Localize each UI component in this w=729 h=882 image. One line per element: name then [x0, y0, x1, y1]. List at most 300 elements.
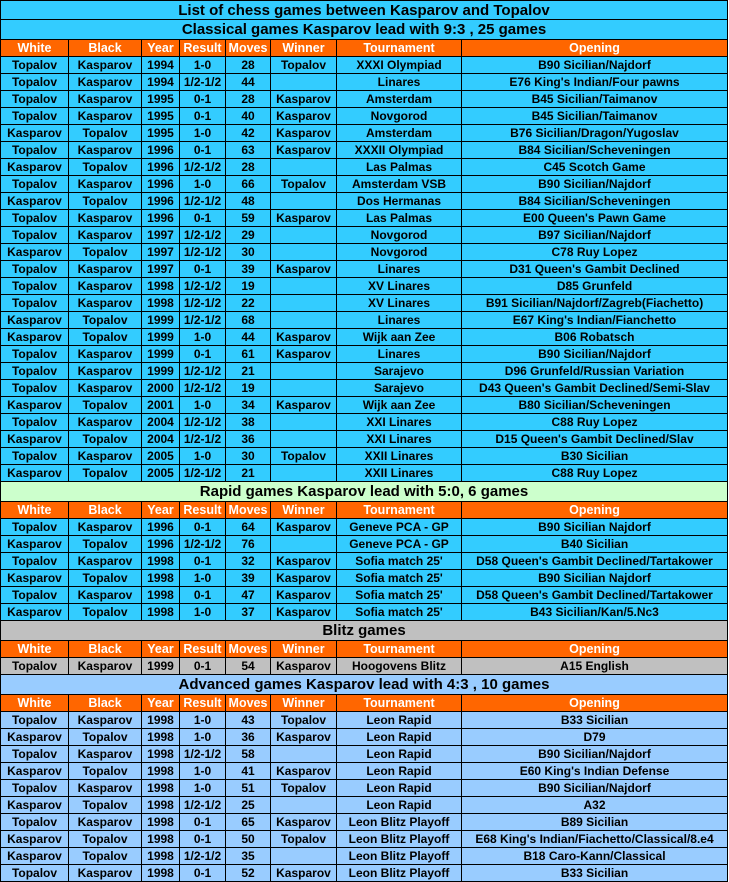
cell-black: Kasparov [69, 448, 142, 465]
cell-year: 2005 [142, 448, 180, 465]
cell-result: 1/2-1/2 [180, 159, 226, 176]
table-row [1, 91, 728, 108]
cell-year: 1998 [142, 278, 180, 295]
cell-black: Kasparov [69, 74, 142, 91]
cell-opening: B90 Sicilian/Najdorf [462, 176, 728, 193]
cell-year: 1998 [142, 865, 180, 882]
cell-white: Topalov [1, 363, 69, 380]
cell-tournament: Dos Hermanas [337, 193, 462, 210]
cell-opening: E60 King's Indian Defense [462, 763, 728, 780]
cell-winner: Kasparov [271, 519, 337, 536]
cell-black: Kasparov [69, 780, 142, 797]
cell-black: Kasparov [69, 553, 142, 570]
cell-winner [271, 746, 337, 763]
cell-moves: 34 [226, 397, 271, 414]
cell-year: 1996 [142, 210, 180, 227]
cell-winner: Kasparov [271, 261, 337, 278]
cell-white: Kasparov [1, 431, 69, 448]
cell-result: 1-0 [180, 448, 226, 465]
cell-year: 1998 [142, 763, 180, 780]
cell-winner: Kasparov [271, 553, 337, 570]
cell-opening: B90 Sicilian/Najdorf [462, 346, 728, 363]
cell-white: Topalov [1, 227, 69, 244]
cell-year: 1996 [142, 519, 180, 536]
cell-result: 1-0 [180, 780, 226, 797]
cell-tournament: Leon Rapid [337, 780, 462, 797]
cell-tournament: Las Palmas [337, 210, 462, 227]
cell-tournament: XXII Linares [337, 448, 462, 465]
cell-opening: B90 Sicilian/Najdorf [462, 746, 728, 763]
cell-winner: Kasparov [271, 587, 337, 604]
cell-white: Topalov [1, 380, 69, 397]
cell-opening: C88 Ruy Lopez [462, 414, 728, 431]
cell-tournament: Leon Rapid [337, 746, 462, 763]
cell-black: Kasparov [69, 227, 142, 244]
cell-black: Topalov [69, 397, 142, 414]
table-row [1, 193, 728, 210]
cell-white: Kasparov [1, 763, 69, 780]
column-header-winner: Winner [271, 641, 337, 658]
column-header-result: Result [180, 40, 226, 57]
cell-opening: B33 Sicilian [462, 865, 728, 882]
cell-white: Kasparov [1, 465, 69, 482]
cell-winner: Topalov [271, 831, 337, 848]
column-header-black: Black [69, 502, 142, 519]
cell-moves: 19 [226, 278, 271, 295]
cell-tournament: XXII Linares [337, 465, 462, 482]
section-title-row [1, 621, 728, 641]
cell-black: Kasparov [69, 587, 142, 604]
cell-tournament: Amsterdam VSB [337, 176, 462, 193]
table-row [1, 397, 728, 414]
table-row [1, 278, 728, 295]
table-row [1, 465, 728, 482]
column-header-row [1, 695, 728, 712]
cell-result: 0-1 [180, 658, 226, 675]
cell-white: Kasparov [1, 848, 69, 865]
cell-result: 1-0 [180, 712, 226, 729]
table-row [1, 363, 728, 380]
cell-opening: B30 Sicilian [462, 448, 728, 465]
cell-black: Kasparov [69, 278, 142, 295]
column-header-moves: Moves [226, 695, 271, 712]
cell-white: Topalov [1, 57, 69, 74]
cell-opening: D15 Queen's Gambit Declined/Slav [462, 431, 728, 448]
cell-result: 0-1 [180, 587, 226, 604]
cell-winner: Kasparov [271, 397, 337, 414]
table-row [1, 763, 728, 780]
cell-black: Topalov [69, 848, 142, 865]
cell-opening: D58 Queen's Gambit Declined/Tartakower [462, 587, 728, 604]
cell-black: Kasparov [69, 519, 142, 536]
cell-tournament: Sarajevo [337, 380, 462, 397]
table-row [1, 553, 728, 570]
cell-result: 1/2-1/2 [180, 278, 226, 295]
cell-tournament: Linares [337, 74, 462, 91]
cell-winner [271, 312, 337, 329]
cell-winner: Kasparov [271, 210, 337, 227]
column-header-opening: Opening [462, 695, 728, 712]
section-title-row [1, 675, 728, 695]
column-header-white: White [1, 641, 69, 658]
cell-year: 2001 [142, 397, 180, 414]
column-header-moves: Moves [226, 40, 271, 57]
cell-tournament: Wijk aan Zee [337, 329, 462, 346]
cell-black: Kasparov [69, 142, 142, 159]
page-title: List of chess games between Kasparov and Topalov [1, 1, 728, 20]
cell-white: Kasparov [1, 244, 69, 261]
cell-white: Topalov [1, 176, 69, 193]
cell-tournament: Leon Blitz Playoff [337, 831, 462, 848]
cell-black: Kasparov [69, 91, 142, 108]
section-title-row [1, 482, 728, 502]
cell-tournament: Hoogovens Blitz [337, 658, 462, 675]
cell-moves: 50 [226, 831, 271, 848]
column-header-winner: Winner [271, 502, 337, 519]
cell-white: Kasparov [1, 604, 69, 621]
cell-white: Topalov [1, 414, 69, 431]
cell-black: Topalov [69, 431, 142, 448]
cell-black: Kasparov [69, 57, 142, 74]
cell-opening: B97 Sicilian/Najdorf [462, 227, 728, 244]
cell-tournament: Wijk aan Zee [337, 397, 462, 414]
cell-result: 1/2-1/2 [180, 244, 226, 261]
cell-opening: A15 English [462, 658, 728, 675]
cell-moves: 47 [226, 587, 271, 604]
cell-tournament: XV Linares [337, 295, 462, 312]
cell-result: 0-1 [180, 91, 226, 108]
cell-moves: 21 [226, 363, 271, 380]
cell-black: Topalov [69, 729, 142, 746]
cell-tournament: Sofia match 25' [337, 587, 462, 604]
cell-result: 1-0 [180, 329, 226, 346]
column-header-winner: Winner [271, 695, 337, 712]
cell-moves: 52 [226, 865, 271, 882]
cell-moves: 65 [226, 814, 271, 831]
column-header-year: Year [142, 40, 180, 57]
column-header-opening: Opening [462, 641, 728, 658]
section-title: Rapid games Kasparov lead with 5:0, 6 games [1, 482, 728, 502]
table-row [1, 536, 728, 553]
table-row [1, 227, 728, 244]
cell-year: 1999 [142, 329, 180, 346]
cell-year: 1998 [142, 746, 180, 763]
cell-result: 1-0 [180, 176, 226, 193]
cell-opening: B45 Sicilian/Taimanov [462, 108, 728, 125]
cell-opening: B90 Sicilian/Najdorf [462, 57, 728, 74]
cell-tournament: Amsterdam [337, 91, 462, 108]
cell-moves: 76 [226, 536, 271, 553]
cell-moves: 30 [226, 448, 271, 465]
cell-result: 0-1 [180, 210, 226, 227]
section-title: Blitz games [1, 621, 728, 641]
cell-result: 1/2-1/2 [180, 797, 226, 814]
cell-white: Topalov [1, 295, 69, 312]
cell-tournament: Leon Blitz Playoff [337, 848, 462, 865]
cell-white: Kasparov [1, 193, 69, 210]
cell-tournament: XXXII Olympiad [337, 142, 462, 159]
cell-winner: Kasparov [271, 763, 337, 780]
cell-white: Topalov [1, 814, 69, 831]
cell-moves: 38 [226, 414, 271, 431]
table-row [1, 848, 728, 865]
cell-winner: Kasparov [271, 142, 337, 159]
cell-moves: 54 [226, 658, 271, 675]
table-row [1, 312, 728, 329]
column-header-tournament: Tournament [337, 641, 462, 658]
cell-year: 1998 [142, 729, 180, 746]
cell-opening: B89 Sicilian [462, 814, 728, 831]
cell-black: Kasparov [69, 865, 142, 882]
cell-result: 0-1 [180, 108, 226, 125]
cell-tournament: Leon Rapid [337, 729, 462, 746]
column-header-opening: Opening [462, 502, 728, 519]
cell-tournament: Leon Rapid [337, 797, 462, 814]
cell-opening: B43 Sicilian/Kan/5.Nc3 [462, 604, 728, 621]
column-header-tournament: Tournament [337, 40, 462, 57]
column-header-result: Result [180, 502, 226, 519]
cell-winner [271, 363, 337, 380]
cell-result: 1/2-1/2 [180, 848, 226, 865]
cell-black: Topalov [69, 570, 142, 587]
cell-winner [271, 465, 337, 482]
cell-moves: 64 [226, 519, 271, 536]
column-header-row [1, 502, 728, 519]
cell-black: Topalov [69, 763, 142, 780]
cell-tournament: Leon Rapid [337, 712, 462, 729]
column-header-row [1, 641, 728, 658]
cell-tournament: Sofia match 25' [337, 570, 462, 587]
cell-year: 1998 [142, 814, 180, 831]
table-row [1, 865, 728, 882]
cell-black: Topalov [69, 244, 142, 261]
cell-year: 1998 [142, 295, 180, 312]
cell-result: 1/2-1/2 [180, 431, 226, 448]
cell-white: Topalov [1, 780, 69, 797]
table-row [1, 746, 728, 763]
table-row [1, 295, 728, 312]
cell-white: Topalov [1, 261, 69, 278]
column-header-black: Black [69, 641, 142, 658]
cell-year: 1998 [142, 712, 180, 729]
cell-moves: 28 [226, 57, 271, 74]
cell-black: Kasparov [69, 363, 142, 380]
cell-result: 0-1 [180, 553, 226, 570]
table-row [1, 74, 728, 91]
cell-opening: B40 Sicilian [462, 536, 728, 553]
cell-year: 2000 [142, 380, 180, 397]
cell-moves: 32 [226, 553, 271, 570]
cell-moves: 40 [226, 108, 271, 125]
cell-year: 1997 [142, 261, 180, 278]
cell-black: Topalov [69, 536, 142, 553]
table-row [1, 712, 728, 729]
cell-opening: C88 Ruy Lopez [462, 465, 728, 482]
cell-winner: Kasparov [271, 91, 337, 108]
column-header-white: White [1, 40, 69, 57]
rapid-section [1, 482, 728, 621]
cell-winner [271, 848, 337, 865]
cell-black: Kasparov [69, 380, 142, 397]
cell-opening: D43 Queen's Gambit Declined/Semi-Slav [462, 380, 728, 397]
cell-tournament: Leon Rapid [337, 763, 462, 780]
table-row [1, 814, 728, 831]
column-header-tournament: Tournament [337, 502, 462, 519]
cell-moves: 35 [226, 848, 271, 865]
cell-result: 0-1 [180, 831, 226, 848]
cell-year: 1996 [142, 159, 180, 176]
cell-tournament: Novgorod [337, 244, 462, 261]
cell-result: 1-0 [180, 729, 226, 746]
cell-moves: 36 [226, 431, 271, 448]
cell-black: Topalov [69, 159, 142, 176]
cell-white: Topalov [1, 587, 69, 604]
cell-tournament: Linares [337, 312, 462, 329]
cell-white: Kasparov [1, 125, 69, 142]
cell-black: Kasparov [69, 814, 142, 831]
table-row [1, 431, 728, 448]
cell-white: Topalov [1, 346, 69, 363]
cell-white: Topalov [1, 553, 69, 570]
cell-white: Kasparov [1, 831, 69, 848]
cell-winner [271, 797, 337, 814]
cell-opening: D85 Grunfeld [462, 278, 728, 295]
cell-moves: 28 [226, 91, 271, 108]
cell-result: 1/2-1/2 [180, 414, 226, 431]
table-row [1, 797, 728, 814]
column-header-result: Result [180, 641, 226, 658]
cell-opening: B84 Sicilian/Scheveningen [462, 193, 728, 210]
cell-result: 1/2-1/2 [180, 363, 226, 380]
cell-tournament: Geneve PCA - GP [337, 519, 462, 536]
cell-moves: 30 [226, 244, 271, 261]
column-header-moves: Moves [226, 502, 271, 519]
cell-moves: 58 [226, 746, 271, 763]
table-row [1, 125, 728, 142]
cell-white: Topalov [1, 278, 69, 295]
table-row [1, 570, 728, 587]
cell-black: Topalov [69, 329, 142, 346]
cell-moves: 68 [226, 312, 271, 329]
cell-white: Topalov [1, 210, 69, 227]
cell-moves: 37 [226, 604, 271, 621]
table-row [1, 261, 728, 278]
cell-winner [271, 295, 337, 312]
cell-moves: 44 [226, 329, 271, 346]
table-row [1, 159, 728, 176]
cell-white: Topalov [1, 746, 69, 763]
cell-moves: 42 [226, 125, 271, 142]
cell-opening: B91 Sicilian/Najdorf/Zagreb(Fiachetto) [462, 295, 728, 312]
cell-white: Kasparov [1, 312, 69, 329]
cell-year: 1998 [142, 570, 180, 587]
cell-white: Kasparov [1, 159, 69, 176]
cell-winner [271, 159, 337, 176]
cell-black: Kasparov [69, 261, 142, 278]
cell-winner: Topalov [271, 780, 337, 797]
cell-year: 1998 [142, 797, 180, 814]
cell-opening: B90 Sicilian/Najdorf [462, 780, 728, 797]
table-row [1, 658, 728, 675]
cell-winner: Kasparov [271, 570, 337, 587]
table-row [1, 414, 728, 431]
column-header-moves: Moves [226, 641, 271, 658]
cell-tournament: XXXI Olympiad [337, 57, 462, 74]
cell-tournament: Novgorod [337, 227, 462, 244]
cell-opening: B80 Sicilian/Scheveningen [462, 397, 728, 414]
cell-result: 0-1 [180, 519, 226, 536]
cell-winner [271, 193, 337, 210]
cell-opening: B90 Sicilian Najdorf [462, 570, 728, 587]
cell-opening: E76 King's Indian/Four pawns [462, 74, 728, 91]
table-row [1, 329, 728, 346]
cell-result: 1/2-1/2 [180, 227, 226, 244]
cell-year: 2004 [142, 431, 180, 448]
column-header-row [1, 40, 728, 57]
cell-opening: B76 Sicilian/Dragon/Yugoslav [462, 125, 728, 142]
cell-opening: E00 Queen's Pawn Game [462, 210, 728, 227]
cell-tournament: Novgorod [337, 108, 462, 125]
cell-year: 1997 [142, 227, 180, 244]
cell-year: 1996 [142, 536, 180, 553]
cell-black: Topalov [69, 604, 142, 621]
cell-year: 1994 [142, 74, 180, 91]
cell-result: 1-0 [180, 397, 226, 414]
cell-tournament: XXI Linares [337, 431, 462, 448]
cell-black: Kasparov [69, 712, 142, 729]
table-row [1, 108, 728, 125]
cell-winner: Topalov [271, 176, 337, 193]
cell-result: 1-0 [180, 125, 226, 142]
cell-winner: Kasparov [271, 346, 337, 363]
blitz-section [1, 621, 728, 675]
cell-year: 1995 [142, 91, 180, 108]
cell-black: Topalov [69, 831, 142, 848]
table-row [1, 587, 728, 604]
cell-opening: D31 Queen's Gambit Declined [462, 261, 728, 278]
cell-result: 1-0 [180, 570, 226, 587]
cell-white: Topalov [1, 448, 69, 465]
cell-year: 1998 [142, 780, 180, 797]
cell-moves: 22 [226, 295, 271, 312]
cell-tournament: Linares [337, 261, 462, 278]
table-row [1, 210, 728, 227]
cell-result: 1/2-1/2 [180, 536, 226, 553]
cell-winner: Kasparov [271, 108, 337, 125]
cell-result: 1/2-1/2 [180, 380, 226, 397]
page-title-row [1, 1, 728, 20]
cell-moves: 66 [226, 176, 271, 193]
cell-opening: B33 Sicilian [462, 712, 728, 729]
cell-year: 1998 [142, 604, 180, 621]
cell-winner [271, 74, 337, 91]
cell-year: 1998 [142, 831, 180, 848]
cell-winner: Kasparov [271, 329, 337, 346]
cell-moves: 36 [226, 729, 271, 746]
cell-year: 1999 [142, 363, 180, 380]
cell-tournament: XV Linares [337, 278, 462, 295]
column-header-year: Year [142, 641, 180, 658]
column-header-black: Black [69, 40, 142, 57]
cell-year: 1994 [142, 57, 180, 74]
cell-opening: E67 King's Indian/Fianchetto [462, 312, 728, 329]
cell-opening: E68 King's Indian/Fiachetto/Classical/8.e4 [462, 831, 728, 848]
table-row [1, 380, 728, 397]
table-row [1, 346, 728, 363]
cell-opening: B18 Caro-Kann/Classical [462, 848, 728, 865]
cell-winner: Kasparov [271, 125, 337, 142]
cell-moves: 61 [226, 346, 271, 363]
